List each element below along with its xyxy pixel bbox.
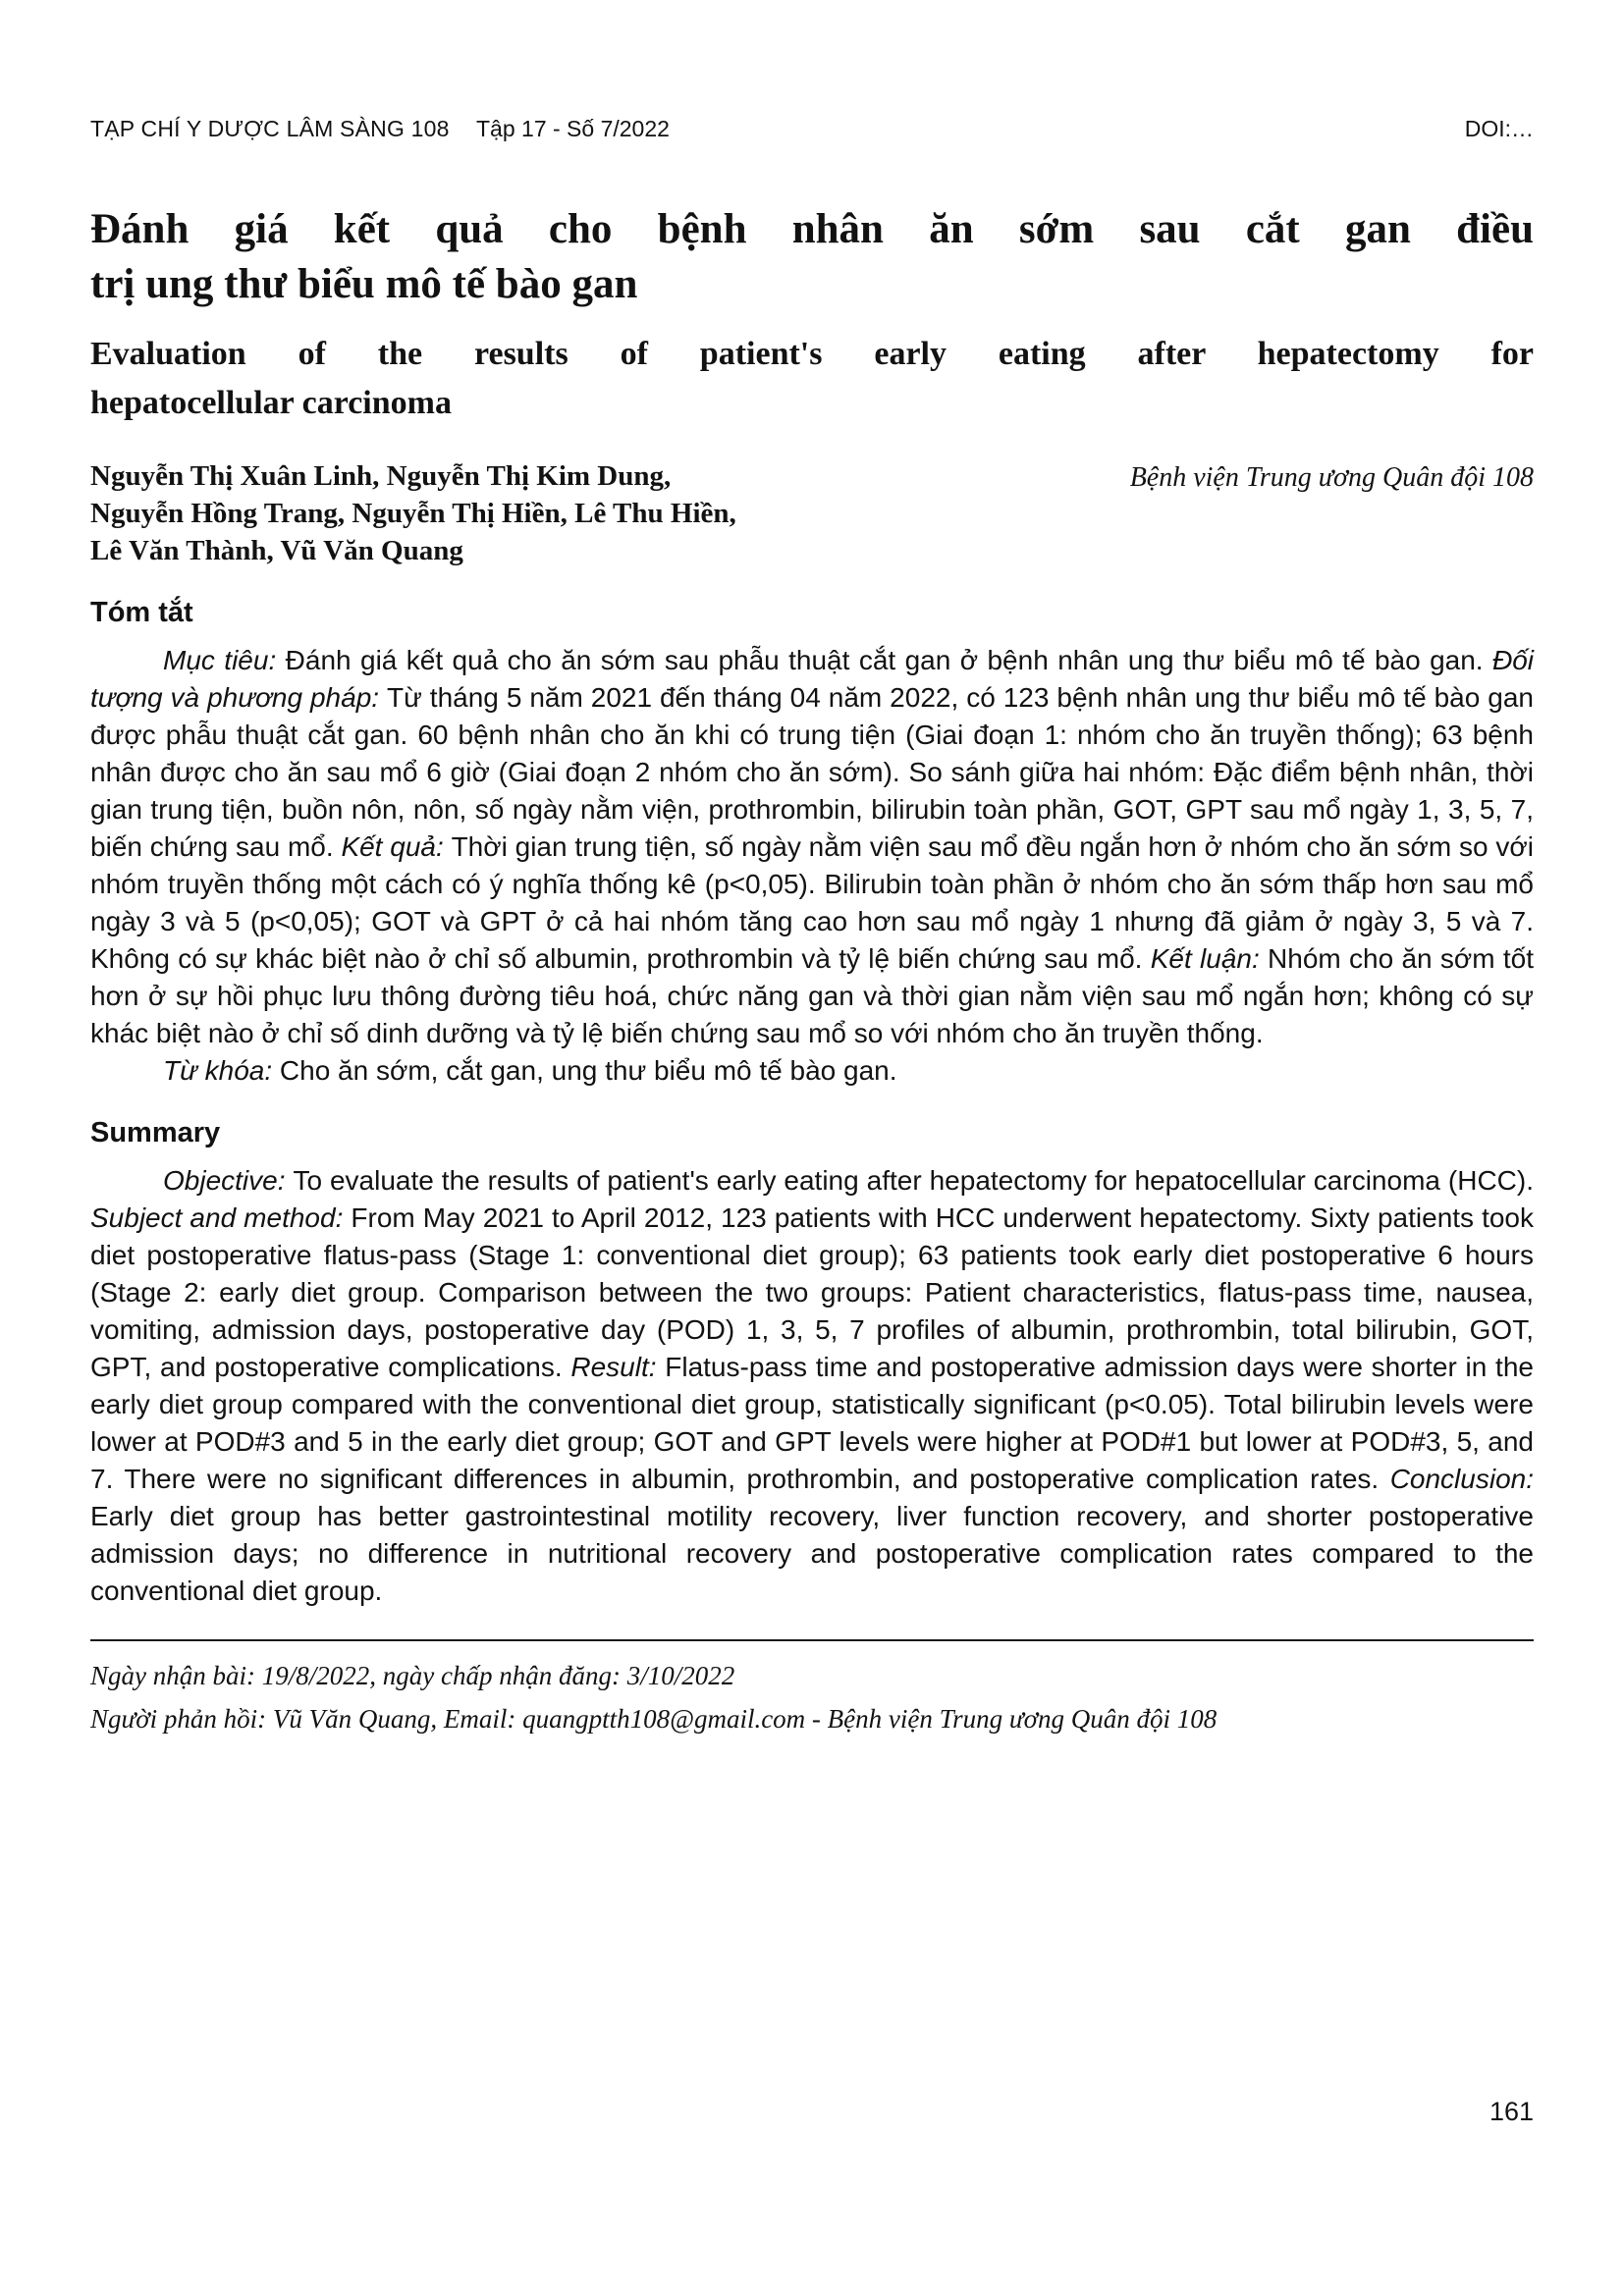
article-title-en-line2: hepatocellular carcinoma — [90, 385, 452, 421]
issue-label: Tập 17 - Số 7/2022 — [476, 116, 670, 141]
article-title-vi — [90, 202, 1534, 312]
article-title-en-line1: Evaluation of the results of patient's early eating after hepatectomy for — [90, 336, 1534, 372]
article-title-en — [90, 330, 1534, 428]
footnote-received: Ngày nhận bài: 19/8/2022, ngày chấp nhận đăng: 3/10/2022 — [90, 1661, 735, 1690]
authors-block — [90, 457, 736, 569]
article-title-vi-line1: Đánh giá kết quả cho bệnh nhân ăn sớm sau cắt gan điều — [90, 206, 1534, 252]
keywords-line: Từ khóa: Cho ăn sớm, cắt gan, ung thư biểu mô tế bào gan. — [163, 1055, 897, 1086]
footnote-rule — [90, 1639, 1534, 1641]
author-line: Lê Văn Thành, Vũ Văn Quang — [90, 535, 463, 566]
article-title-vi-line2: trị ung thư biểu mô tế bào gan — [90, 261, 638, 307]
footnote-correspondence: Người phản hồi: Vũ Văn Quang, Email: quangptth108@gmail.com - Bệnh viện Trung ương Quân đội 108 — [90, 1704, 1218, 1734]
author-line: Nguyễn Hồng Trang, Nguyễn Thị Hiền, Lê Thu Hiền, — [90, 498, 736, 529]
page-number: 161 — [1489, 2097, 1534, 2126]
doi-label: DOI:… — [1464, 116, 1534, 141]
abstract-paragraph: Mục tiêu: Đánh giá kết quả cho ăn sớm sau phẫu thuật cắt gan ở bệnh nhân ung thư biểu mô tế bào gan. Đối tượng và phương pháp: Từ tháng 5 năm 2021 đến tháng 04 năm 2022, có 123 bệnh nhân ung thư biểu mô tế bào gan được phẫu thuật cắt gan. 60 bệnh nhân cho ăn khi có trung tiện (Giai đoạn 1: nhóm cho ăn truyền thống); 63 bệnh nhân được cho ăn sau mổ 6 giờ (Giai đoạn 2 nhóm cho ăn sớm). So sánh giữa hai nhóm: Đặc điểm bệnh nhân, thời gian trung tiện, buồn nôn, nôn, số ngày nằm viện, prothrombin, bilirubin toàn phần, GOT, GPT sau mổ ngày 1, 3, 5, 7, biến chứng sau mổ. Kết quả: Thời gian trung tiện, số ngày nằm viện sau mổ đều ngắn hơn ở nhóm cho ăn sớm so với nhóm truyền thống một cách có ý nghĩa thống kê (p<0,05). Bilirubin toàn phần ở nhóm cho ăn sớm thấp hơn sau mổ ngày 3 và 5 (p<0,05); GOT và GPT ở cả hai nhóm tăng cao hơn sau mổ ngày 1 nhưng đã giảm ở ngày 3, 5 và 7. Không có sự khác biệt nào ở chỉ số albumin, prothrombin và tỷ lệ biến chứng sau mổ. Kết luận: Nhóm cho ăn sớm tốt hơn ở sự hồi phục lưu thông đường tiêu hoá, chức năng gan và thời gian nằm viện sau mổ ngắn hơn; không có sự khác biệt nào ở chỉ số dinh dưỡng và tỷ lệ biến chứng sau mổ so với nhóm cho ăn truyền thống. — [90, 645, 1534, 1048]
abstract-heading: Tóm tắt — [90, 597, 193, 628]
running-head — [90, 116, 1534, 145]
footnotes — [90, 1657, 1534, 1737]
journal-name: TẠP CHÍ Y DƯỢC LÂM SÀNG 108 — [90, 116, 450, 141]
affiliation: Bệnh viện Trung ương Quân đội 108 — [1129, 462, 1534, 493]
byline — [90, 457, 1534, 569]
author-line: Nguyễn Thị Xuân Linh, Nguyễn Thị Kim Dung, — [90, 460, 672, 492]
summary-heading: Summary — [90, 1117, 221, 1148]
summary-paragraph: Objective: To evaluate the results of patient's early eating after hepatectomy for hepatocellular carcinoma (HCC). Subject and method: From May 2021 to April 2012, 123 patients with HCC underwent hepatectomy. Sixty patients took diet postoperative flatus-pass (Stage 1: conventional diet group); 63 patients took early diet postoperative 6 hours (Stage 2: early diet group. Comparison between the two groups: Patient characteristics, flatus-pass time, nausea, vomiting, admission days, postoperative day (POD) 1, 3, 5, 7 profiles of albumin, prothrombin, total bilirubin, GOT, GPT, and postoperative complications. Result: Flatus-pass time and postoperative admission days were shorter in the early diet group compared with the conventional diet group, statistically significant (p<0.05). Total bilirubin levels were lower at POD#3 and 5 in the early diet group; GOT and GPT levels were higher at POD#1 but lower at POD#3, 5, and 7. There were no significant differences in albumin, prothrombin, and postoperative complication rates. Conclusion: Early diet group has better gastrointestinal motility recovery, liver function recovery, and shorter postoperative admission days; no difference in nutritional recovery and postoperative complication rates compared to the conventional diet group. — [90, 1165, 1535, 1606]
